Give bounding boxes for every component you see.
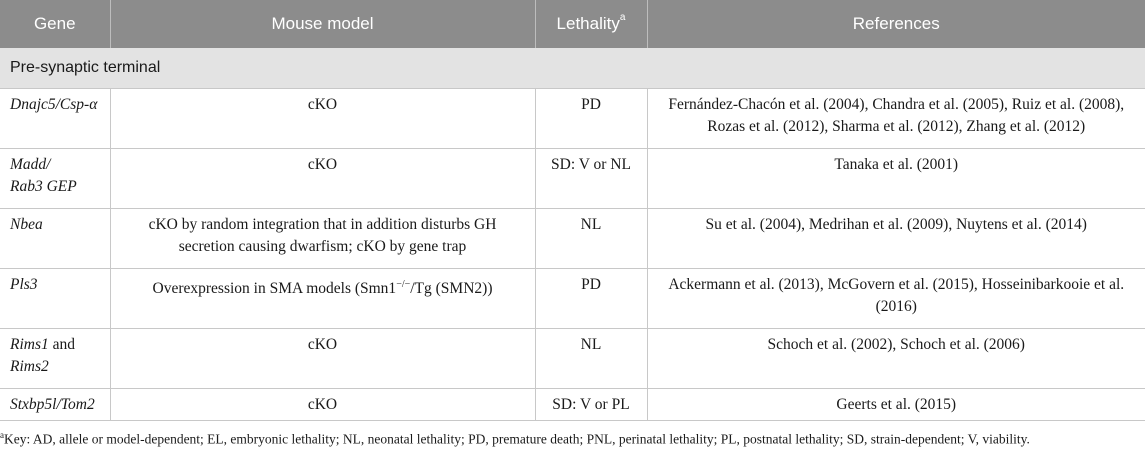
gene-cell: Madd/ Rab3 GEP (0, 149, 110, 209)
table-row (0, 269, 1145, 329)
lethality-cell: SD: V or PL (535, 389, 647, 421)
references-cell: Fernández-Chacón et al. (2004), Chandra et al. (2005), Ruiz et al. (2008), Rozas et al. (2012), Sharma et al. (2012), Zhang et al. (2012) (647, 89, 1145, 149)
footnote-marker: a (619, 12, 626, 24)
table-row (0, 209, 1145, 269)
genotype-superscript: −/− (396, 279, 411, 290)
references-cell: Geerts et al. (2015) (647, 389, 1145, 421)
header-mouse-model: Mouse model (110, 0, 535, 48)
table-row (0, 329, 1145, 389)
table-footnote (0, 421, 1145, 449)
lethality-cell: NL (535, 209, 647, 269)
lethality-cell: PD (535, 89, 647, 149)
header-row (0, 0, 1145, 48)
gene-cell: Nbea (0, 209, 110, 269)
header-gene: Gene (0, 0, 110, 48)
references-cell: Schoch et al. (2002), Schoch et al. (2006) (647, 329, 1145, 389)
section-row (0, 48, 1145, 89)
lethality-cell: SD: V or NL (535, 149, 647, 209)
model-cell: cKO (110, 89, 535, 149)
lethality-cell: PD (535, 269, 647, 329)
table-row (0, 149, 1145, 209)
references-cell: Su et al. (2004), Medrihan et al. (2009), Nuytens et al. (2014) (647, 209, 1145, 269)
model-cell: cKO (110, 329, 535, 389)
gene-cell: Rims1 and Rims2 (0, 329, 110, 389)
references-cell: Tanaka et al. (2001) (647, 149, 1145, 209)
model-cell: Overexpression in SMA models (Smn1−/−/Tg (SMN2)) (110, 269, 535, 329)
references-cell: Ackermann et al. (2013), McGovern et al. (2015), Hosseinibarkooie et al. (2016) (647, 269, 1145, 329)
header-references: References (647, 0, 1145, 48)
model-cell: cKO by random integration that in addition disturbs GH secretion causing dwarfism; cKO by gene trap (110, 209, 535, 269)
model-cell: cKO (110, 389, 535, 421)
footnote-marker: a (0, 430, 4, 440)
model-cell: cKO (110, 149, 535, 209)
header-lethality: Lethality$^a$ (535, 0, 647, 48)
gene-cell: Stxbp5l/Tom2 (0, 389, 110, 421)
gene-cell: Pls3 (0, 269, 110, 329)
footnote-text: Key: AD, allele or model-dependent; EL, embryonic lethality; NL, neonatal lethality; PD, premature death; PNL, perinatal lethality; PL, postnatal lethality; SD, strain-dependent; V, viability. (4, 431, 1030, 447)
table-row (0, 389, 1145, 421)
table-row (0, 89, 1145, 149)
lethality-cell: NL (535, 329, 647, 389)
section-title: Pre-synaptic terminal (0, 48, 1145, 89)
gene-cell: Dnajc5/Csp-α (0, 89, 110, 149)
